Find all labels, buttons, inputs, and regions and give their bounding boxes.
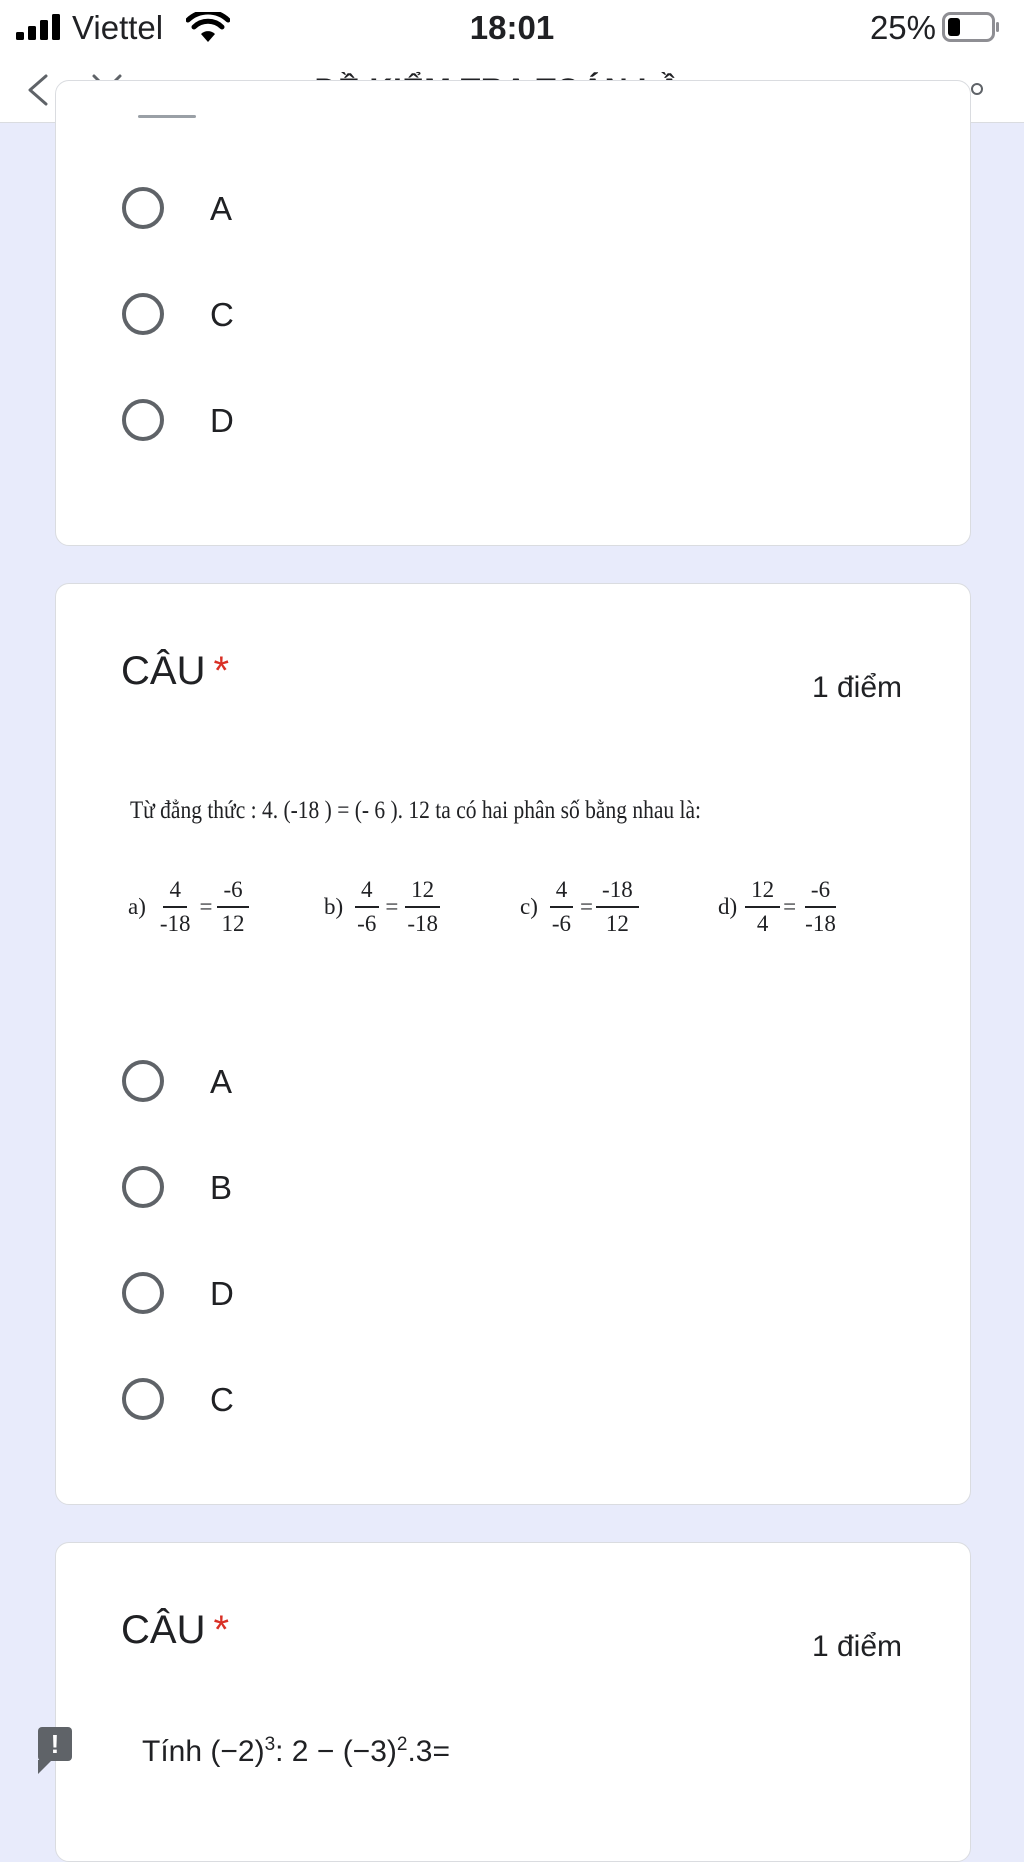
equals-sign: = <box>385 894 399 919</box>
option-label: D <box>210 1275 234 1312</box>
question-title-text: CÂU <box>121 649 206 693</box>
option-label: A <box>210 190 233 227</box>
required-asterisk: * <box>213 649 230 693</box>
expr-prefix: Tính <box>142 1735 211 1768</box>
fraction-choices <box>128 862 888 952</box>
choice-label: c) <box>520 894 538 919</box>
warning-mark: ! <box>50 1729 60 1759</box>
fraction <box>351 877 382 937</box>
fraction <box>799 877 842 937</box>
choice-label: b) <box>324 894 344 919</box>
numerator: 12 <box>745 877 780 908</box>
status-bar <box>0 0 1024 56</box>
back-icon[interactable] <box>22 72 54 108</box>
expr-middle: : 2 − <box>275 1735 343 1768</box>
required-asterisk: * <box>213 1608 230 1652</box>
option-a[interactable] <box>122 183 422 239</box>
expr-base: (−3) <box>342 1735 397 1768</box>
numerator: 4 <box>355 877 379 908</box>
choice-a <box>128 862 253 952</box>
denominator: -6 <box>551 911 572 936</box>
option-label: A <box>210 1063 233 1100</box>
fraction <box>745 877 780 937</box>
question-card-2 <box>55 1542 971 1862</box>
battery-icon <box>942 12 1000 42</box>
fraction <box>401 877 444 937</box>
numerator: -6 <box>805 877 836 908</box>
expr-base: (−2) <box>210 1735 265 1768</box>
question-title <box>121 1605 229 1655</box>
question-title-text: CÂU <box>121 1608 206 1652</box>
numerator: 4 <box>163 877 187 908</box>
question-points: 1 điểm <box>811 1630 902 1663</box>
numerator: -6 <box>217 877 248 908</box>
equals-sign: = <box>199 894 213 919</box>
carrier-name: Viettel <box>72 9 164 46</box>
radio-button[interactable] <box>122 187 164 229</box>
battery-percent: 25% <box>869 9 936 46</box>
radio-button[interactable] <box>122 1166 164 1208</box>
question-card-previous <box>55 80 971 546</box>
option-label: D <box>210 402 234 439</box>
fraction <box>596 877 639 937</box>
option-label: C <box>210 1381 234 1418</box>
status-time: 18:01 <box>469 9 555 46</box>
denominator: -18 <box>805 911 836 936</box>
radio-button[interactable] <box>122 1060 164 1102</box>
denominator: -18 <box>407 911 438 936</box>
radio-button[interactable] <box>122 1378 164 1420</box>
equals-sign: = <box>580 894 594 919</box>
fraction <box>154 877 197 937</box>
numerator: 4 <box>550 877 574 908</box>
denominator: 12 <box>605 911 629 936</box>
denominator: 4 <box>756 911 769 936</box>
choice-c <box>520 862 641 952</box>
option-c[interactable] <box>122 289 422 345</box>
question-points: 1 điểm <box>811 671 902 704</box>
numerator: -18 <box>596 877 639 908</box>
numerator: 12 <box>405 877 440 908</box>
option-a[interactable] <box>122 1056 422 1112</box>
option-label: B <box>210 1169 233 1206</box>
question-text: Từ đẳng thức : 4. (-18 ) = (- 6 ). 12 ta có hai phân số bằng nhau là: <box>130 797 701 824</box>
fraction <box>546 877 577 937</box>
option-d[interactable] <box>122 395 422 451</box>
option-d[interactable] <box>122 1268 422 1324</box>
choice-b <box>324 862 446 952</box>
question-title <box>121 646 229 696</box>
divider <box>138 115 196 118</box>
option-c[interactable] <box>122 1374 422 1430</box>
radio-button[interactable] <box>122 293 164 335</box>
denominator: -6 <box>357 911 377 936</box>
expr-exponent: 2 <box>396 1734 408 1755</box>
choice-label: a) <box>128 894 146 919</box>
expr-exponent: 3 <box>264 1734 276 1755</box>
report-warning-icon[interactable] <box>38 1727 72 1777</box>
fraction <box>216 877 251 937</box>
question-card-1 <box>55 583 971 1505</box>
expr-suffix: .3= <box>407 1735 450 1768</box>
equals-sign: = <box>783 894 797 919</box>
choice-label: d) <box>718 894 738 919</box>
denominator: -18 <box>159 911 191 936</box>
denominator: 12 <box>221 911 245 936</box>
question-text <box>142 1723 450 1774</box>
radio-button[interactable] <box>122 1272 164 1314</box>
radio-button[interactable] <box>122 399 164 441</box>
option-b[interactable] <box>122 1162 422 1218</box>
option-label: C <box>210 296 234 333</box>
choice-d <box>718 862 844 952</box>
warning-tail <box>38 1760 52 1774</box>
